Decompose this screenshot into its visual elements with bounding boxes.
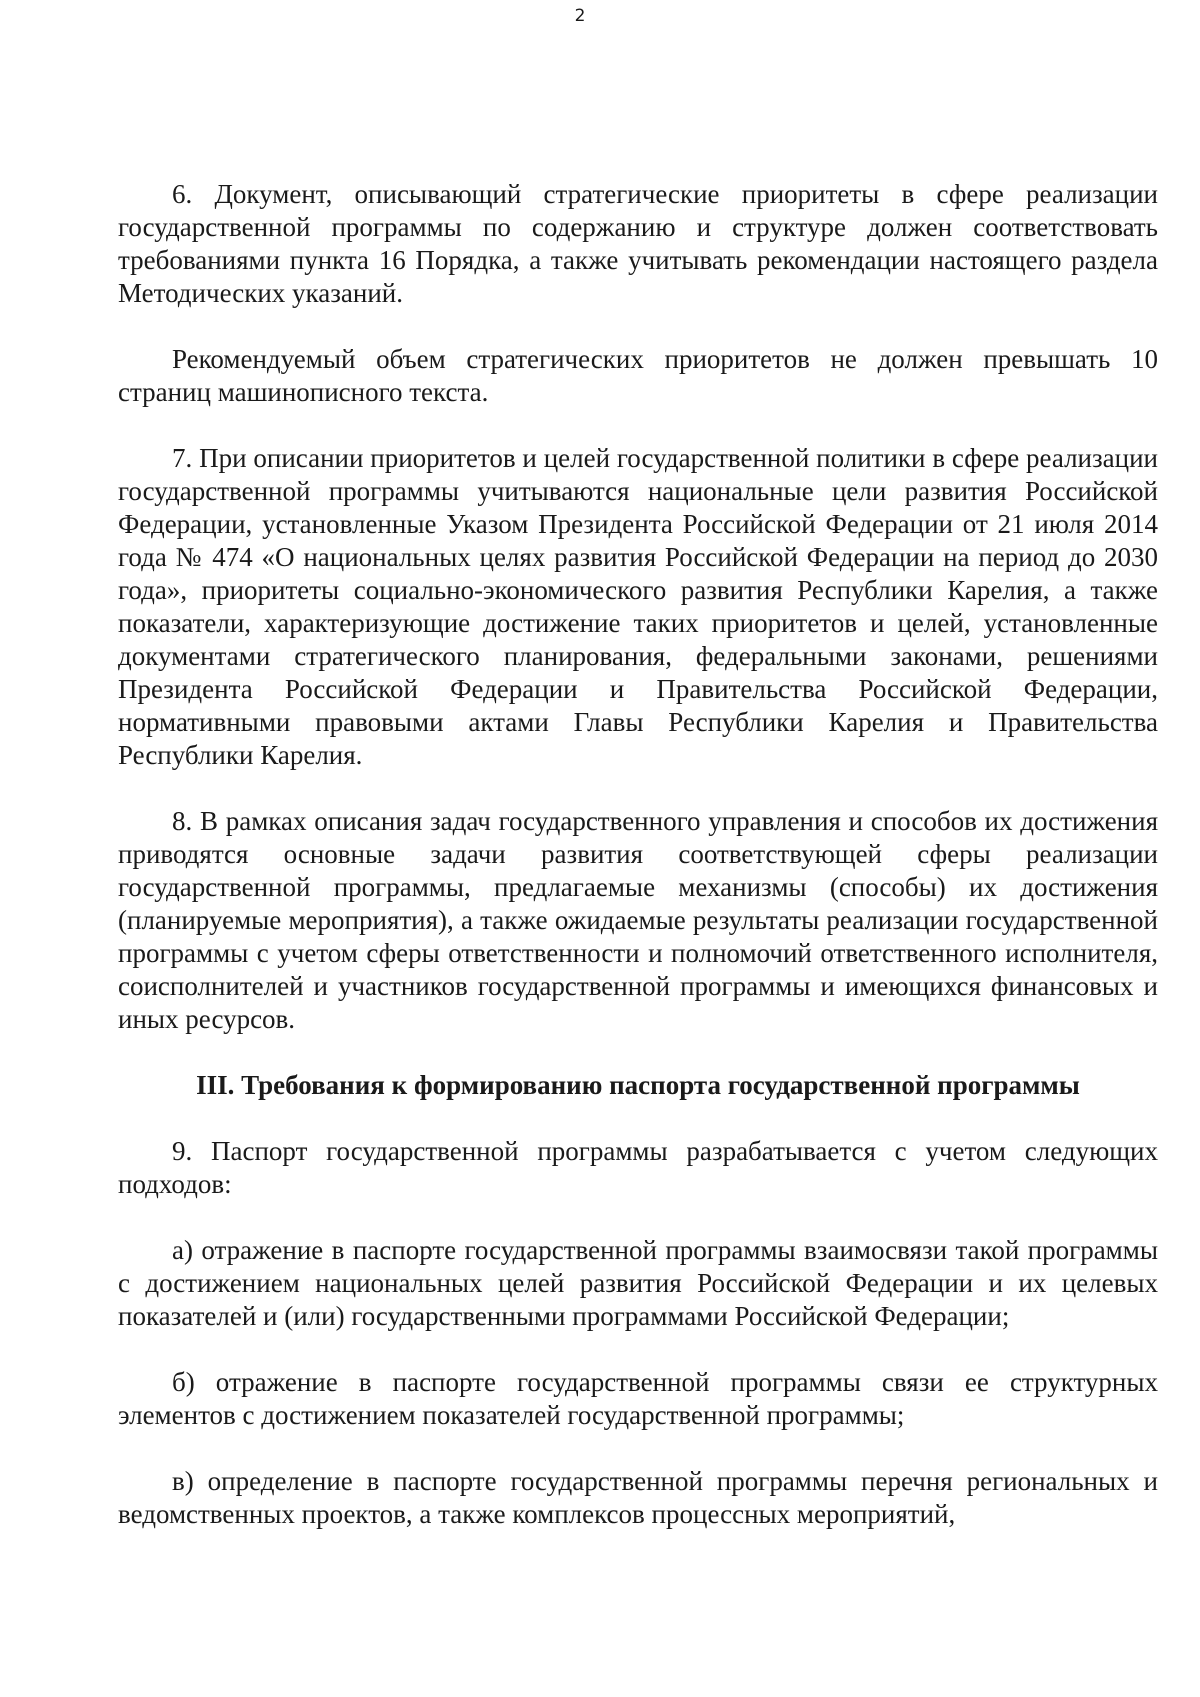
paragraph-9a: а) отражение в паспорте государственной программы взаимосвязи такой программы с достижением национальных целей развития Российской Федерации и их целевых показателей и (или) государственными программами Российской Федерации; — [118, 1235, 1158, 1331]
paragraph-7: 7. При описании приоритетов и целей государственной политики в сфере реализации государственной программы учитываются национальные цели развития Российской Федерации, установленные Указом Президента Российской Федерации от 21 июля 2014 года № 474 «О национальных целях развития Российской Федерации на период до 2030 года», приоритеты социально-экономического развития Республики Карелия, а также показатели, характеризующие достижение таких приоритетов и целей, установленные документами стратегического планирования, федеральными законами, решениями Президента Российской Федерации и Правительства Российской Федерации, нормативными правовыми актами Главы Республики Карелия и Правительства Республики Карелия. — [118, 443, 1158, 770]
page-number: 2 — [574, 6, 586, 26]
paragraph-9v: в) определение в паспорте государственной программы перечня региональных и ведомственных проектов, а также комплексов процессных мероприятий, — [118, 1466, 1158, 1529]
paragraph-volume: Рекомендуемый объем стратегических приоритетов не должен превышать 10 страниц машинописного текста. — [118, 344, 1158, 407]
section-heading: III. Требования к формированию паспорта государственной программы — [196, 1070, 1080, 1100]
paragraph-9: 9. Паспорт государственной программы разрабатывается с учетом следующих подходов: — [118, 1136, 1158, 1199]
paragraph-8: 8. В рамках описания задач государственного управления и способов их достижения приводятся основные задачи развития соответствующей сферы реализации государственной программы, предлагаемые механизмы (способы) их достижения (планируемые мероприятия), а также ожидаемые результаты реализации государственной программы с учетом сферы ответственности и полномочий ответственного исполнителя, соисполнителей и участников государственной программы и имеющихся финансовых и иных ресурсов. — [118, 806, 1158, 1034]
paragraph-9b: б) отражение в паспорте государственной программы связи ее структурных элементов с достижением показателей государственной программы; — [118, 1367, 1158, 1430]
document-body — [118, 178, 1158, 1564]
paragraph-6: 6. Документ, описывающий стратегические приоритеты в сфере реализации государственной программы по содержанию и структуре должен соответствовать требованиями пункта 16 Порядка, а также учитывать рекомендации настоящего раздела Методических указаний. — [118, 179, 1158, 308]
